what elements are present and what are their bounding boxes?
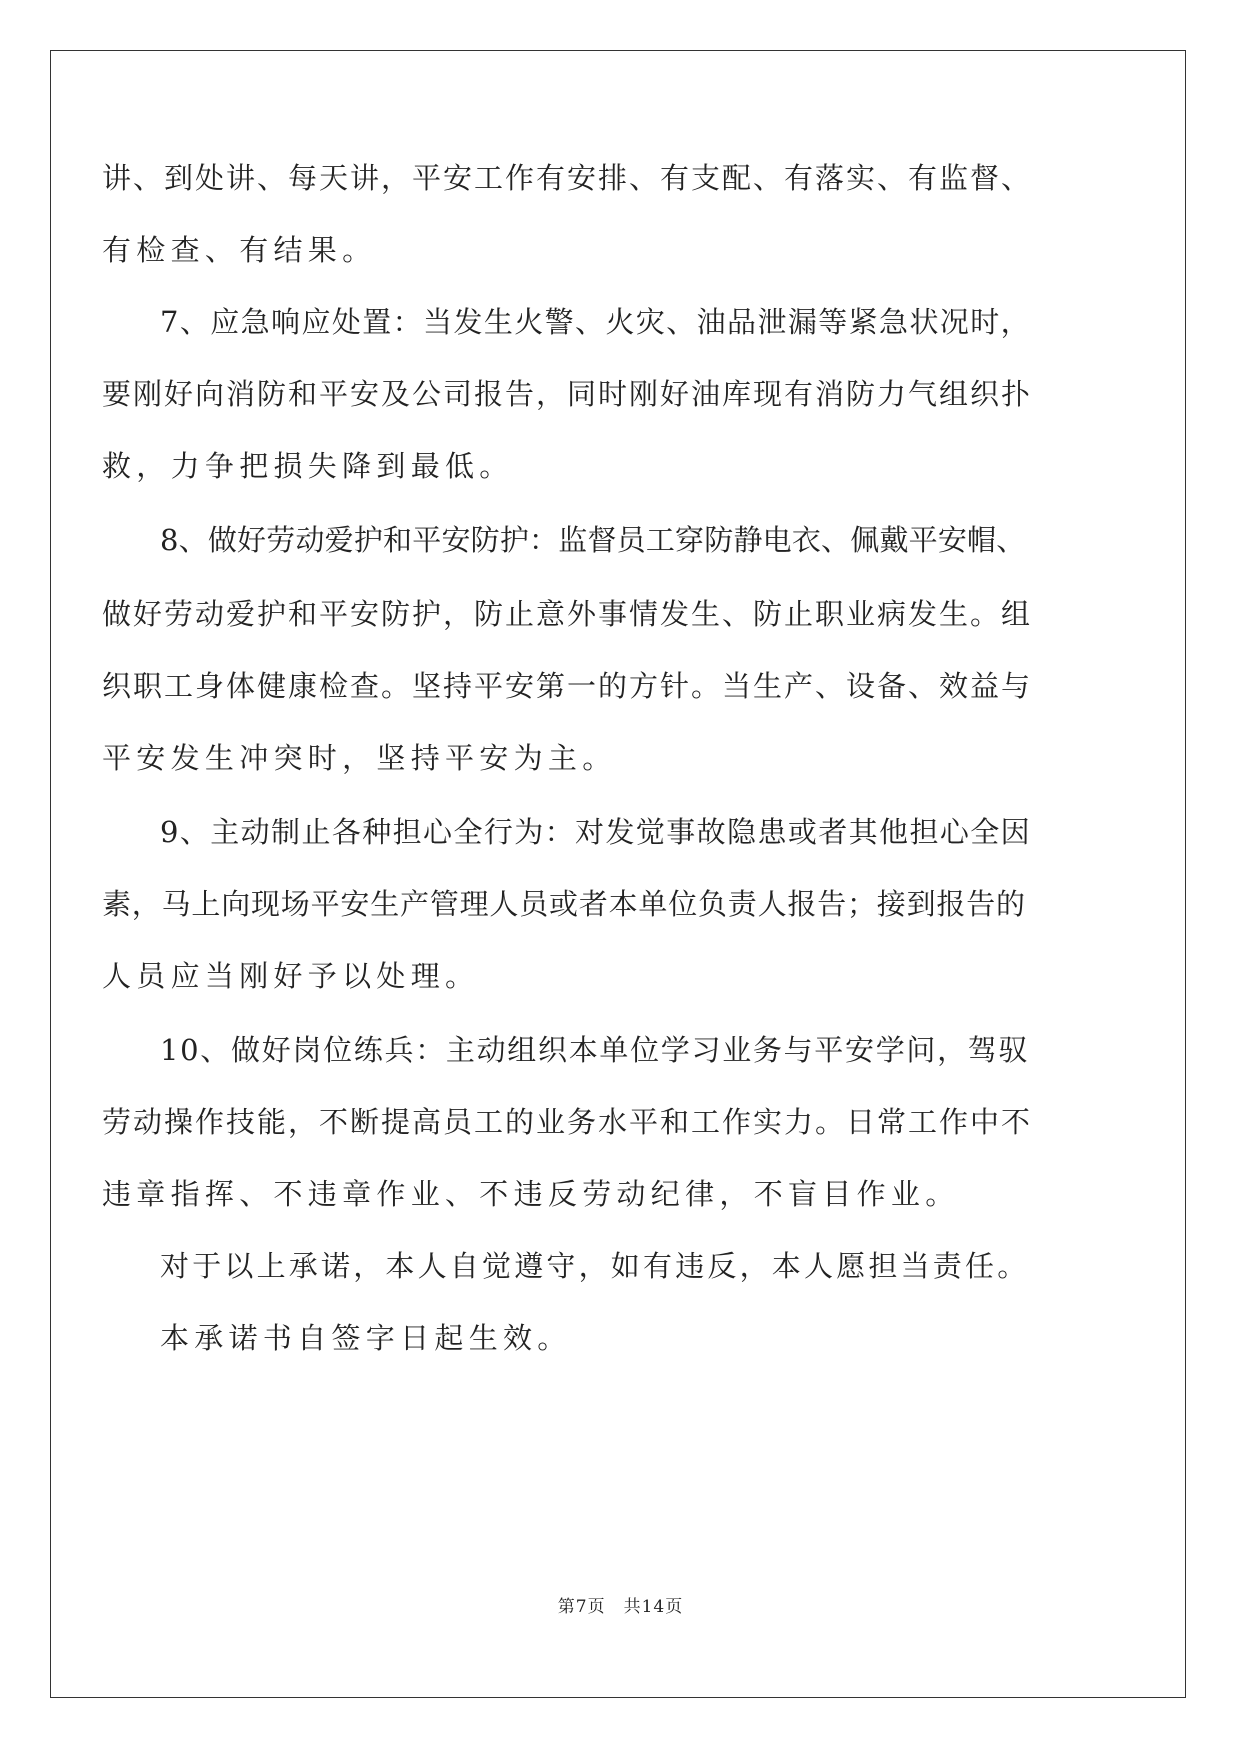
text-line: 劳动操作技能，不断提高员工的业务水平和工作实力。日常工作中不 [102, 1105, 1033, 1139]
page-number: 第7页 共14页 [557, 1597, 684, 1617]
paragraph-8-line: 8、做好劳动爱护和平安防护：监督员工穿防静电衣、佩戴平安帽、 [160, 523, 1026, 557]
paragraph-7-line: 7、应急响应处置：当发生火警、火灾、油品泄漏等紧急状况时， [160, 305, 1032, 339]
text-line: 平安发生冲突时，坚持平安为主。 [102, 741, 617, 775]
text-line: 违章指挥、不违章作业、不违反劳动纪律，不盲目作业。 [102, 1177, 960, 1211]
text-line: 人员应当刚好予以处理。 [102, 959, 480, 993]
paragraph-10-line: 10、做好岗位练兵：主动组织本单位学习业务与平安学问，驾驭 [160, 1033, 1030, 1067]
text-line: 讲、到处讲、每天讲，平安工作有安排、有支配、有落实、有监督、 [102, 161, 1033, 195]
text-line: 素，马上向现场平安生产管理人员或者本单位负责人报告；接到报告的 [102, 887, 1026, 921]
commitment-statement: 对于以上承诺，本人自觉遵守，如有违反，本人愿担当责任。 [160, 1249, 1030, 1283]
text-line: 救，力争把损失降到最低。 [102, 449, 514, 483]
page-border [50, 50, 1186, 1698]
text-line: 做好劳动爱护和平安防护，防止意外事情发生、防止职业病发生。组 [102, 597, 1033, 631]
text-line: 有检查、有结果。 [102, 233, 377, 267]
text-line: 要刚好向消防和平安及公司报告，同时刚好油库现有消防力气组织扑 [102, 377, 1033, 411]
effective-statement: 本承诺书自签字日起生效。 [160, 1321, 572, 1355]
text-line: 织职工身体健康检查。坚持平安第一的方针。当生产、设备、效益与 [102, 669, 1033, 703]
paragraph-9-line: 9、主动制止各种担心全行为：对发觉事故隐患或者其他担心全因 [160, 815, 1032, 849]
